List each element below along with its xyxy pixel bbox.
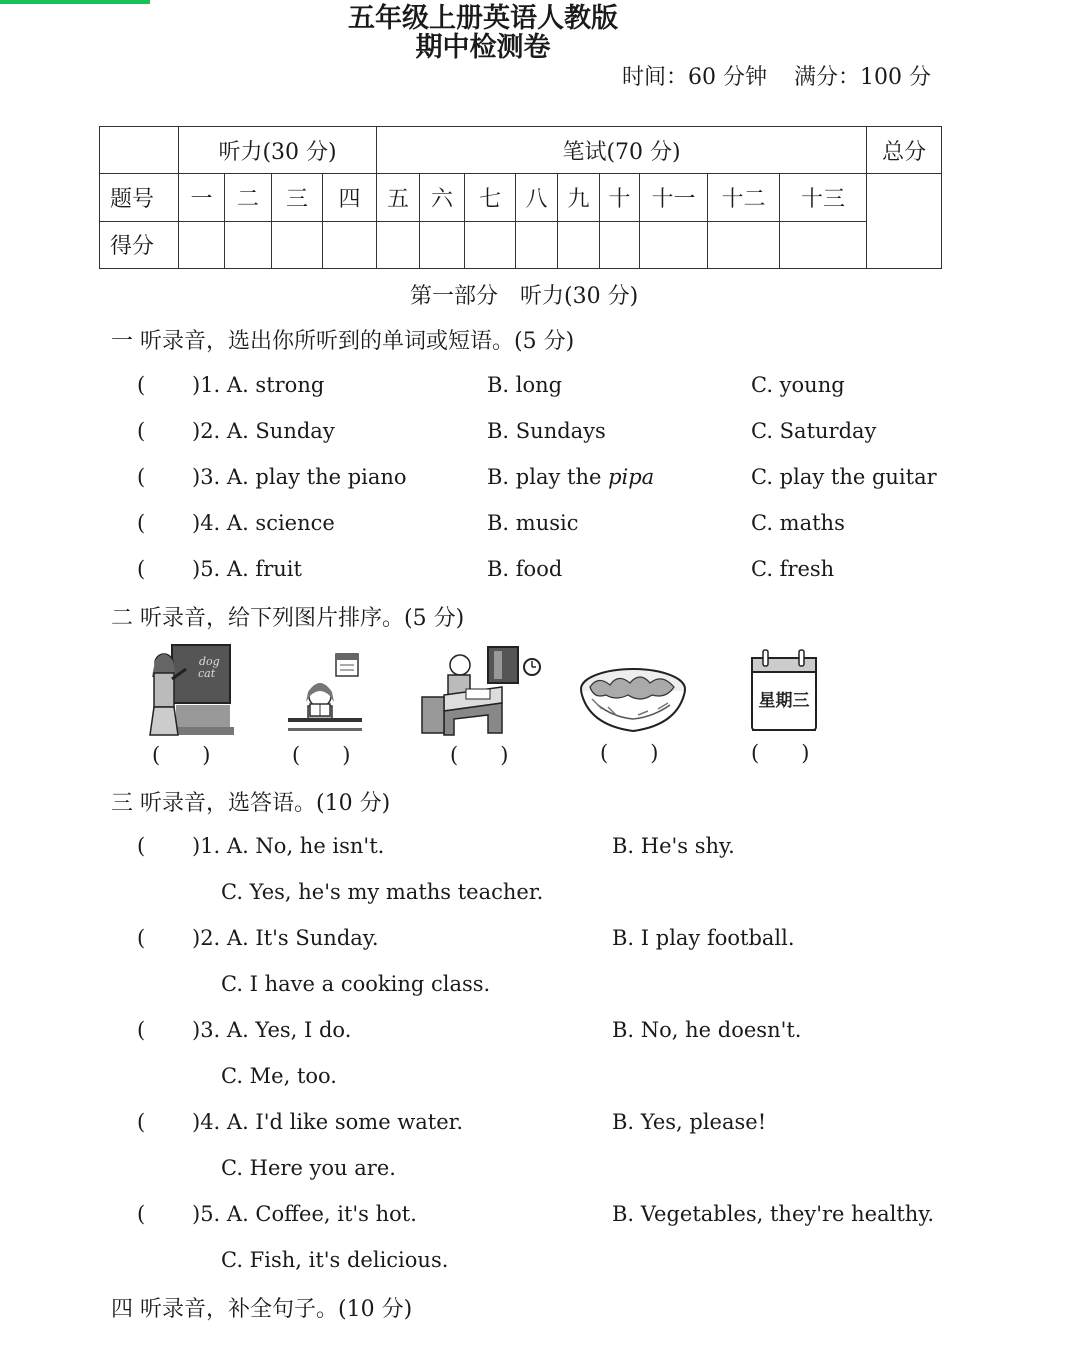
question-number: 三 [272,174,323,221]
option-a: )5. A. Coffee, it's hot. [192,1202,417,1226]
score-cell[interactable] [377,221,420,268]
score-cell[interactable] [516,221,558,268]
option-a: )4. A. science [192,511,335,535]
question-number: 五 [377,174,420,221]
option-c: C. Me, too. [221,1064,337,1088]
question-number: 十二 [708,174,780,221]
option-b: B. He's shy. [612,834,735,858]
teacher-at-blackboard-icon [146,643,234,737]
question-number: 七 [465,174,516,221]
picture-order-blank[interactable]: ( ) [751,741,810,765]
score-cell[interactable] [640,221,708,268]
option-a: )1. A. No, he isn't. [192,834,385,858]
score-cell[interactable] [420,221,465,268]
option-c: C. Fish, it's delicious. [221,1248,449,1272]
picture-order-blank[interactable]: ( ) [152,743,211,767]
score-cell[interactable] [272,221,323,268]
option-a: )1. A. strong [192,373,325,397]
row-label-number: 题号 [100,174,179,221]
option-b: B. music [487,511,579,535]
board-word-cat: cat [198,667,216,680]
option-b: B. Yes, please! [612,1110,767,1134]
girl-reading-icon [286,652,364,734]
score-cell[interactable] [179,221,225,268]
board-word-dog: dog [199,655,220,668]
row-label-score: 得分 [100,221,179,268]
option-b: B. food [487,557,563,581]
answer-paren[interactable]: ( [137,465,146,489]
food-bowl-icon [578,665,688,735]
page-title: 五年级上册英语人教版 [348,3,618,34]
option-b: B. Sundays [487,419,606,443]
exam-time: 时间：60 分钟 [622,65,767,90]
answer-paren[interactable]: ( [137,834,146,858]
question-number: 十一 [640,174,708,221]
option-a: )3. A. play the piano [192,465,407,489]
question-number: 六 [420,174,465,221]
option-b-text: B. play the [487,465,609,489]
part-title: 第一部分 听力(30 分) [410,284,639,309]
option-c: C. young [751,373,845,397]
option-b: B. No, he doesn't. [612,1018,802,1042]
exam-full-score: 满分：100 分 [794,65,931,90]
option-a: )4. A. I'd like some water. [192,1110,464,1134]
option-c: C. fresh [751,557,835,581]
answer-paren[interactable]: ( [137,557,146,581]
option-b [487,465,654,489]
score-cell[interactable] [323,221,377,268]
score-cell[interactable] [465,221,516,268]
question-number: 一 [179,174,225,221]
option-a: )2. A. It's Sunday. [192,926,379,950]
question-number: 四 [323,174,377,221]
answer-paren[interactable]: ( [137,1110,146,1134]
option-c: C. Here you are. [221,1156,396,1180]
option-b: B. I play football. [612,926,795,950]
answer-paren[interactable]: ( [137,1202,146,1226]
answer-paren[interactable]: ( [137,419,146,443]
section1-heading: 一 听录音，选出你所听到的单词或短语。(5 分) [111,329,575,354]
section2-heading: 二 听录音，给下列图片排序。(5 分) [111,606,465,631]
option-c: C. Yes, he's my maths teacher. [221,880,544,904]
option-c: C. play the guitar [751,465,937,489]
option-b: B. Vegetables, they're healthy. [612,1202,935,1226]
option-b-italic: pipa [608,465,655,489]
score-cell[interactable] [780,221,867,268]
calendar-day-text: 星期三 [758,691,810,711]
writing-header: 笔试(70 分) [377,127,867,174]
option-a: )3. A. Yes, I do. [192,1018,352,1042]
picture-order-blank[interactable]: ( ) [450,743,509,767]
total-header: 总分 [867,127,942,174]
section4-heading: 四 听录音，补全句子。(10 分) [111,1297,413,1322]
boy-at-desk-with-clock-icon [418,645,544,737]
option-c: C. I have a cooking class. [221,972,491,996]
answer-paren[interactable]: ( [137,1018,146,1042]
score-table [99,126,942,269]
option-b: B. long [487,373,563,397]
score-cell[interactable] [600,221,640,268]
question-number: 十 [600,174,640,221]
question-number: 八 [516,174,558,221]
total-score-cell[interactable] [867,174,942,269]
option-a: )2. A. Sunday [192,419,335,443]
question-number: 十三 [780,174,867,221]
option-a: )5. A. fruit [192,557,302,581]
answer-paren[interactable]: ( [137,511,146,535]
picture-order-blank[interactable]: ( ) [292,743,351,767]
calendar-wednesday-icon [749,648,819,734]
picture-order-blank[interactable]: ( ) [600,741,659,765]
question-number: 二 [225,174,272,221]
option-c: C. Saturday [751,419,877,443]
score-cell[interactable] [708,221,780,268]
score-cell[interactable] [225,221,272,268]
table-corner-cell [100,127,179,174]
section3-heading: 三 听录音，选答语。(10 分) [111,791,391,816]
option-c: C. maths [751,511,845,535]
page-subtitle: 期中检测卷 [415,32,551,63]
score-cell[interactable] [558,221,600,268]
answer-paren[interactable]: ( [137,926,146,950]
question-number: 九 [558,174,600,221]
listening-header: 听力(30 分) [179,127,377,174]
answer-paren[interactable]: ( [137,373,146,397]
